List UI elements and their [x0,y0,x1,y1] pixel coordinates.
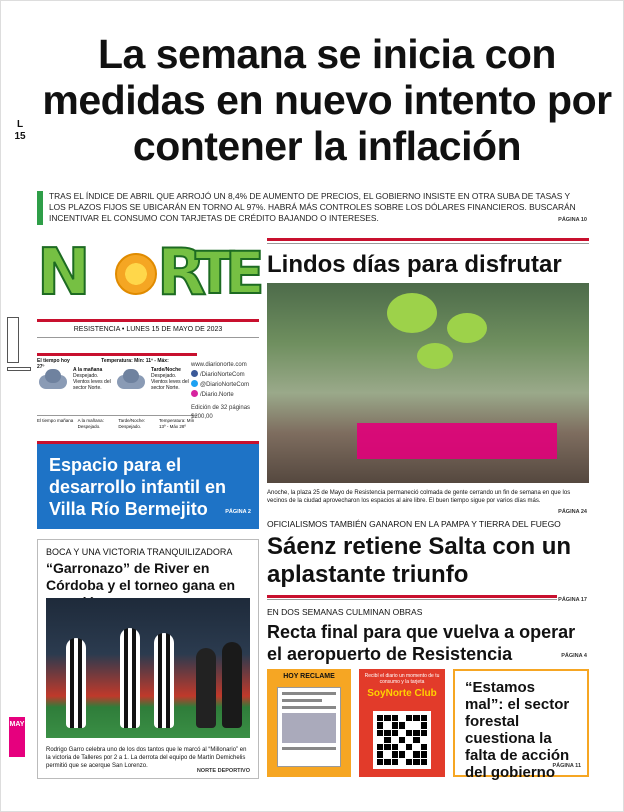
player-figure [222,642,242,728]
section-rule [267,238,589,244]
weather-morning-text: Despejado. Vientos leves del sector Norte. [73,373,111,391]
logo-letter-n: N [37,236,89,310]
weather-morning-label: A la mañana [73,367,103,373]
norte-logo[interactable] [37,236,263,310]
subhead-accent-bar [37,191,43,225]
twitter-icon [191,380,198,387]
main-story-page-ref: PÁGINA 24 [558,509,587,515]
edition-pages: Edición de 32 páginas [191,405,251,411]
sun-icon [115,253,157,295]
sport-page-ref: NORTE DEPORTIVO [196,768,250,774]
forestal-story[interactable] [453,669,589,781]
main-story-photo[interactable] [267,283,589,483]
player-figure [66,638,86,728]
date-line: RESISTENCIA • LUNES 15 DE MAYO DE 2023 [37,319,259,338]
reclame-title: HOY RECLAME [283,673,335,680]
weather-temperature: Temperatura: Mín: 11º - Máx: 27º [37,358,169,370]
sidebar-legal-boxes [7,317,31,371]
player-figure [196,648,216,728]
tree-shape [447,313,487,343]
forestal-title[interactable]: “Estamos mal”: el sector forestal cuestiona la falta de acción del gobierno [465,679,570,781]
sport-kicker: BOCA Y UNA VICTORIA TRANQUILIZADORA [46,547,233,557]
weather-evening-text: Despejado. Vientos leves del sector Norte. [151,373,189,391]
month-tag: MAY [9,717,25,757]
edition-number: 15 [14,131,26,142]
twitter-link[interactable]: @DiarioNorteCom [200,382,250,388]
instagram-link[interactable]: /Diario.Norte [200,392,234,398]
blue-story-box[interactable] [37,441,259,529]
website-link[interactable]: www.diarionorte.com [191,362,247,368]
weather-morning [37,367,115,407]
weather-tomorrow-morning: A la mañana: Despejado. [77,418,104,429]
sport-title[interactable]: “Garronazo” de River en Córdoba y el torneo gana en [46,560,236,593]
main-headline[interactable]: La semana se inicia con medidas en nuevo intento por contener la inflación [42,31,612,169]
logo-letter-r: R [157,236,205,310]
cloud-icon [115,367,147,389]
qr-code-icon[interactable] [373,711,431,769]
contact-info [191,361,271,422]
weather-today-label: El tiempo hoy [37,358,70,364]
salta-title[interactable]: Sáenz retiene Salta con un aplastante triunfo [267,533,572,588]
weather-tomorrow-evening: Tarde/Noche: Despejado. [118,418,146,429]
weather-evening-label: Tarde/Noche [151,367,181,373]
blue-story-page-ref: PÁGINA 2 [225,509,251,515]
legal-box-small [7,367,31,371]
stage-shape [357,423,557,459]
salta-page-ref: PÁGINA 17 [558,597,587,603]
player-figure [154,633,174,728]
edition-mark [11,119,29,143]
instagram-icon [191,390,198,397]
newspaper-thumbnail [277,687,341,767]
airport-kicker: EN DOS SEMANAS CULMINAN OBRAS [267,607,423,617]
headline-subhead: TRAS EL ÍNDICE DE ABRIL QUE ARROJÓ UN 8,4% DE AUMENTO DE PRECIOS, EL GOBIERNO INSISTE EN OTRA SUBA DE TASAS Y LOS PLAZOS FIJOS SE UBICARÁN EN TORNO AL 97%. HABRÁ MÁS CONTROLES SOBRE LOS DÓLARES FINANCIEROS. BUSCARÁN INCENTIVAR EL CONSUMO CON TARJETAS DE CRÉDITO BAJANDO O INTERESES. [49,191,576,223]
sport-story[interactable] [37,539,259,779]
soy-club-text: Recibí el diario un momento de tu consumo y la tarjeta [364,673,440,685]
subhead-page-ref: PÁGINA 10 [558,217,587,223]
logo-letter-t: T [195,239,233,307]
forestal-page-ref: PÁGINA 11 [552,763,581,769]
soy-club-logo: SoyNorte Club [367,688,437,699]
sport-caption: Rodrigo Garro celebra uno de los dos tantos que le marcó al “Millonario” en la victoria de Talleres por 2 a 1. La derrota del equipo de Martín Demichelis permitió que se acerque San Lorenzo. [46,747,247,769]
blue-story-title[interactable]: Espacio para el desarrollo infantil en Villa Río Bermejito [49,455,227,519]
edition-letter: L [16,119,24,130]
weather-tomorrow [37,415,197,430]
reclame-promo[interactable] [267,669,351,777]
tree-shape [387,293,437,333]
cloud-icon [37,367,69,389]
weather-tomorrow-label: El tiempo mañana [37,418,74,423]
weather-evening [115,367,193,407]
salta-kicker: OFICIALISMOS TAMBIÉN GANARON EN LA PAMPA Y TIERRA DEL FUEGO [267,519,561,529]
legal-box [7,317,19,363]
weather-tomorrow-temp: Temperatura: Mín 13º - Máx 28º [158,418,195,429]
airport-page-ref: PÁGINA 4 [561,653,587,659]
main-story-title[interactable]: Lindos días para disfrutar [267,251,562,278]
edition-price: $200,00 [191,414,213,420]
facebook-link[interactable]: /DiarioNorteCom [200,372,245,378]
tree-shape [417,343,453,369]
section-rule [267,595,557,600]
facebook-icon [191,370,198,377]
soy-club-promo[interactable] [359,669,445,777]
sport-photo[interactable] [46,598,250,738]
airport-title[interactable]: Recta final para que vuelva a operar el aeropuerto de Resistencia [267,622,576,664]
logo-letter-e: E [225,239,263,307]
player-figure [120,628,140,728]
main-story-caption: Anoche, la plaza 25 de Mayo de Resistencia permaneció colmada de gente cerrando un fin de semana en que los vecinos de la ciudad aprovecharon los espacios al aire libre. El buen tiempo sigue por varios días más. [267,490,571,504]
